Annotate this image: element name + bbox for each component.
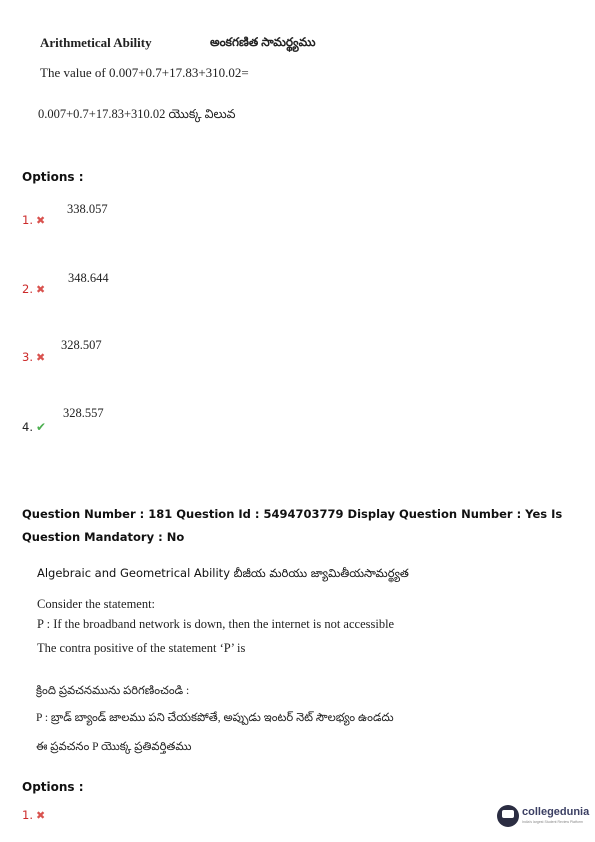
wrong-cross-icon: ✖ xyxy=(35,283,46,296)
wrong-cross-icon: ✖ xyxy=(35,809,46,822)
option-2-number: 2. ✖ xyxy=(22,282,46,296)
statement-p: P : If the broadband network is down, then the internet is not accessible xyxy=(37,617,395,631)
option-4-value: 328.557 xyxy=(63,406,104,420)
option-3-value: 328.507 xyxy=(61,338,102,352)
option-3-number: 3. ✖ xyxy=(22,350,46,364)
correct-check-icon: ✔ xyxy=(35,420,47,434)
option-2-value: 348.644 xyxy=(68,271,109,285)
wrong-cross-icon: ✖ xyxy=(35,351,46,364)
q181-option-1-number: 1. ✖ xyxy=(22,808,46,822)
options-heading: Options : xyxy=(22,170,84,184)
telugu-statement-intro: క్రింది ప్రవచనమును పరిగణించండి : xyxy=(36,685,190,697)
section-topic-english: Arithmetical Ability xyxy=(40,35,152,50)
question-meta: Question Number : 181 Question Id : 5494703779 Display Question Number : Yes Is Question Mandatory : No xyxy=(22,507,563,544)
option-4-number: 4. ✔ xyxy=(22,420,47,434)
statement-ask: The contra positive of the statement ‘P’ is xyxy=(37,641,246,655)
section-topic-2-telugu: బీజీయ మరియు జ్యామితీయసామర్థ్యత xyxy=(233,566,409,580)
statement-intro: Consider the statement: xyxy=(37,597,156,611)
logo-wordmark: collegedunia xyxy=(522,806,590,818)
section-topic-2 xyxy=(37,566,409,583)
section-topic-telugu: అంకగణిత సామర్థ్యము xyxy=(210,35,316,49)
section-topic-2-english: Algebraic and Geometrical Ability xyxy=(37,566,230,580)
question-text-english: The value of 0.007+0.7+17.83+310.02= xyxy=(40,65,249,80)
telugu-statement-p: P : బ్రాడ్ బ్యాండ్ జాలము పని చేయకపోతే, అప్పుడు ఇంటర్ నెట్ సౌలభ్యం ఉండదు xyxy=(36,712,394,724)
logo-tagline: India's largest Student Review Platform xyxy=(522,820,583,824)
telugu-statement-ask: ఈ ప్రవచనం P యొక్క ప్రతివర్తితము xyxy=(36,741,192,753)
question-text-telugu: 0.007+0.7+17.83+310.02 యొక్క విలువ xyxy=(38,107,236,121)
option-1-number: 1. ✖ xyxy=(22,213,46,227)
wrong-cross-icon: ✖ xyxy=(35,214,46,227)
options-heading-2: Options : xyxy=(22,780,84,794)
collegedunia-logo xyxy=(497,803,589,831)
graduate-owl-logo-icon xyxy=(497,805,519,827)
option-1-value: 338.057 xyxy=(67,202,108,216)
